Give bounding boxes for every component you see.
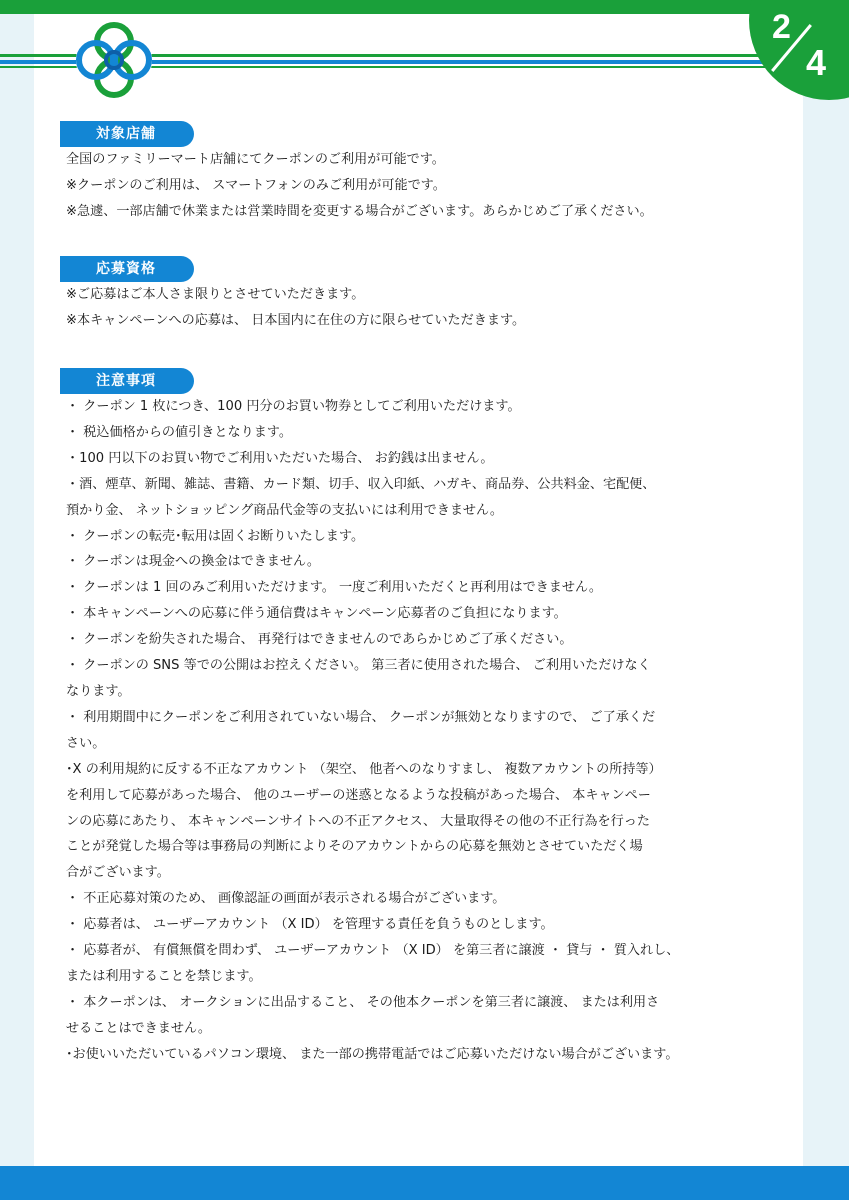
text-line: ・ クーポンを紛失された場合、 再発行はできませんのであらかじめご了承ください。 [66, 632, 573, 648]
text-line: 合がございます。 [66, 865, 170, 881]
section-notes [60, 368, 800, 1068]
text-line: ※本キャンペーンへの応募は、 日本国内に在住の方に限らせていただきます。 [66, 312, 526, 328]
text-line: せることはできません。 [66, 1020, 211, 1036]
text-line: ・ クーポンは現金への換金はできません。 [66, 554, 321, 570]
page-total: 4 [806, 42, 827, 83]
section-heading: 注意事項 [60, 368, 194, 394]
text-line: ・ クーポンの SNS 等での公開はお控えください。 第三者に使用された場合、 ご利用いただけなく [66, 658, 651, 674]
text-line: ・ 税込価格からの値引きとなります。 [66, 424, 292, 440]
bottom-band [0, 1166, 849, 1200]
page-number [760, 6, 840, 86]
text-line: ・ 不正応募対策のため、 画像認証の画面が表示される場合がございます。 [66, 891, 506, 907]
text-line: を利用して応募があった場合、 他のユーザーの迷惑となるような投稿があった場合、 本キャンペー [66, 787, 651, 803]
text-line: ・ クーポンは 1 回のみご利用いただけます。 一度ご利用いただくと再利用はできません。 [66, 580, 603, 596]
text-line: または利用することを禁じます。 [66, 968, 262, 984]
text-line: ・ 本クーポンは、 オークションに出品すること、 その他本クーポンを第三者に譲渡、 または利用さ [66, 994, 660, 1010]
text-line: ・ 応募者は、 ユーザーアカウント （X ID） を管理する責任を負うものとします。 [66, 917, 554, 933]
text-line: ・ クーポン 1 枚につき、100 円分のお買い物券としてご利用いただけます。 [66, 399, 521, 414]
left-margin [0, 0, 34, 1200]
text-line: ･お使いいただいているパソコン環境、 また一部の携帯電話ではご応募いただけない場合がございます。 [66, 1046, 679, 1062]
text-line: ・ クーポンの転売･転用は固くお断りいたします。 [66, 528, 365, 544]
section-heading: 応募資格 [60, 256, 194, 282]
section-body [60, 394, 800, 1068]
text-line: ･X の利用規約に反する不正なアカウント （架空、 他者へのなりすまし、 複数アカウントの所持等） [66, 761, 662, 777]
section-target-stores [60, 121, 800, 225]
text-line: ことが発覚した場合等は事務局の判断によりそのアカウントからの応募を無効とさせていただく場 [66, 839, 643, 855]
text-line: ・100 円以下のお買い物でご利用いただいた場合、 お釣銭は出ません。 [66, 450, 494, 466]
section-heading: 対象店舗 [60, 121, 194, 147]
text-line: ※クーポンのご利用は、 スマートフォンのみご利用が可能です。 [66, 177, 446, 193]
text-line: ・ 利用期間中にクーポンをご利用されていない場合、 クーポンが無効となりますので、 ご了承くだ [66, 709, 656, 725]
text-line: さい。 [66, 735, 106, 751]
text-line: ・ 本キャンペーンへの応募に伴う通信費はキャンペーン応募者のご負担になります。 [66, 606, 567, 622]
right-margin [803, 0, 849, 1200]
text-line: ※ご応募はご本人さま限りとさせていただきます。 [66, 287, 365, 302]
text-line: ※急遽、一部店舗で休業または営業時間を変更する場合がございます。あらかじめご了承ください。 [66, 203, 653, 219]
text-line: ・酒、煙草、新聞、雑誌、書籍、カード類、切手、収入印紙、ハガキ、商品券、公共料金、宅配便、 [66, 476, 656, 492]
section-body [60, 147, 800, 225]
top-band [0, 0, 849, 14]
text-line: 預かり金、 ネットショッピング商品代金等の支払いには利用できません。 [66, 502, 504, 518]
section-body [60, 282, 800, 334]
text-line: 全国のファミリーマート店舗にてクーポンのご利用が可能です。 [66, 152, 445, 167]
knot-logo-icon [72, 18, 156, 102]
text-line: ンの応募にあたり、 本キャンペーンサイトへの不正アクセス、 大量取得その他の不正行為を行った [66, 813, 650, 829]
page-current: 2 [772, 8, 791, 46]
text-line: なります。 [66, 683, 131, 699]
section-eligibility [60, 256, 800, 334]
text-line: ・ 応募者が、 有償無償を問わず、 ユーザーアカウント （X ID） を第三者に譲渡 ・ 貸与 ・ 質入れし、 [66, 943, 680, 959]
